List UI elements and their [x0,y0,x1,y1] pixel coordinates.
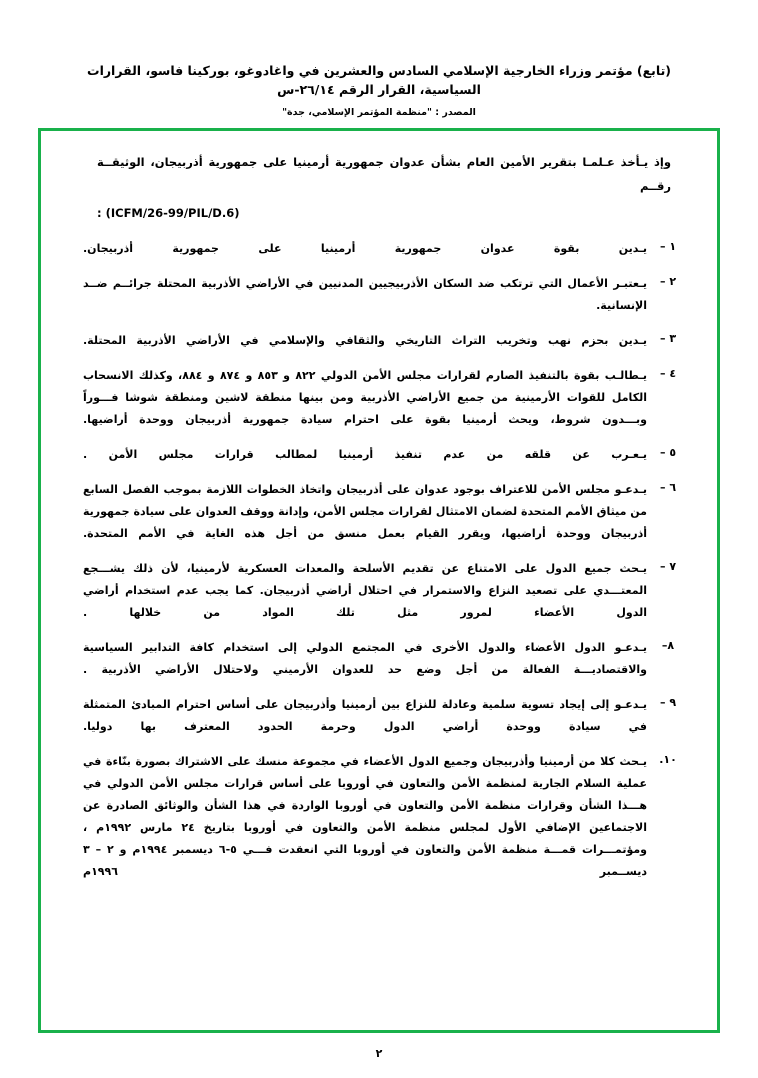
clause-list [69,238,689,883]
clause-text [69,751,647,883]
clause-item [69,330,689,352]
clause-item [69,751,689,883]
clause-item [69,637,689,681]
clause-verb: يـحث [619,754,647,768]
clause-number: ٦ – [659,480,677,494]
clause-number: ٨– [661,638,675,652]
clause-body-text: كلا من أرمينيا وأذربيجان وجميع الدول الأعضاء في مجموعة منسك على الاشتراك بصورة بنّاءة في عملية السلام الجارية لمنظمة الأمن والتعاون في أوروبا على أساس قرارات مجلس الأمن الدولي في هـــذا الشأن وقرارات منظمة الأمن والتعاون في أوروبا الواردة في هذا الشأن والوثائق الصادرة عن الاجتماعين الإضافي الأول لمجلس منظمة الأمن والتعاون في أوروبا بتاريخ ٢٤ مارس ١٩٩٢م ، ومؤتمـــرات قمـــة منظمة الأمن والتعاون في أوروبا التي انعقدت فـــي ٥-٦ ديسمبر ١٩٩٤م و ٢ – ٣ ديســمبر ١٩٩٦م [83,754,648,878]
clause-number: ٣ – [659,331,677,345]
intro-text: بتقرير الأمين العام بشأن عدوان جمهورية أرمينيا على جمهورية أذربيجان، الوثيقــة رقــم [97,155,671,193]
clause-text [69,273,647,317]
clause-body-text: إلى إيجاد تسوية سلمية وعادلة للنزاع بين أرمينيا وأذربيجان على أساس احترام المبادئ المتمثلة في سيادة ووحدة أراضي الدول وحرمة الحدود المعترف بها دوليا. [83,697,647,733]
page-footer [0,1047,758,1060]
intro-reference: : (ICFM/26-99/PIL/D.6) [97,206,240,221]
clause-number: ١٠. [659,752,677,766]
clause-text [69,330,647,352]
clause-body-text: بقوة بالتنفيذ الصارم لقرارات مجلس الأمن الدولي ٨٢٢ و ٨٥٣ و ٨٧٤ و ٨٨٤، وكذلك الانسحاب الكامل للقوات الأرمينية من جميع الأراضي الأذربية ومن بينها منطقة لاشين ومنطقة شوشا فـــوراً وبـــدون شروط، ويحث أرمينيا بقوة على احترام سيادة جمهورية أذربيجان ووحدة أراضيها. [83,368,647,426]
clause-body-text: الدول الأعضاء والدول الأخرى في المجتمع الدولي إلى استخدام كافة التدابير السياسية والاقتصاديـــة الفعالة من أجل وضع حد للعدوان الأرميني ولاحتلال الأراضي الأذربية . [83,640,647,676]
clause-item [69,238,689,260]
clause-verb: يـعتبـر [613,276,647,290]
intro-paragraph [97,151,671,198]
clause-body-text: عن قلقه من عدم تنفيذ أرمينيا لمطالب قرارات مجلس الأمن . [83,447,612,461]
clause-verb: يـدعـو [614,697,647,711]
clause-item [69,558,689,624]
clause-body-text: بحزم نهب وتخريب التراث التاريخي والثقافي والإسلامي في الأراضي الأذربية المحتلة. [83,333,619,347]
clause-number: ٥ – [659,445,677,459]
clause-item [69,273,689,317]
clause-text [69,238,647,260]
clause-text [69,444,647,466]
clause-verb: يـدعـو [614,640,647,654]
clause-item [69,365,689,431]
clause-verb: يـطالـب [604,368,648,382]
header-title: (تابع) مؤتمر وزراء الخارجية الإسلامي السادس والعشرين في واغادوغو، بوركينا فاسو، القرارات السياسية، القرار الرقم ٢٦/١٤-س [87,63,671,97]
page-number: ٢ [375,1047,383,1060]
clause-verb: يـدين [618,241,647,255]
header-source: المصدر : "منظمة المؤتمر الإسلامي، جدة" [282,106,476,118]
clause-verb: يـحث [619,561,647,575]
clause-verb: يـعـرب [611,447,647,461]
document-content [69,151,689,1020]
clause-number: ٢ – [659,274,677,288]
clause-text [69,479,647,545]
clause-text [69,694,647,738]
clause-body-text: الأعمال التي ترتكب ضد السكان الأذربيجيين المدنيين في الأراضي الأذربية المحتلة جرائــم ضــد الإنسانية. [83,276,647,312]
clause-verb: يـدعـو [614,482,647,496]
clause-number: ٧ – [659,559,677,573]
clause-body-text: بقوة عدوان جمهورية أرمينيا على جمهورية أذربيجان. [83,241,619,255]
clause-text [69,558,647,624]
clause-text [69,637,647,681]
clause-verb: يـدين [618,333,647,347]
clause-item [69,479,689,545]
document-header [60,62,698,118]
clause-number: ٤ – [659,366,677,380]
clause-number: ٩ – [659,695,677,709]
clause-body-text: جميع الدول على الامتناع عن تقديم الأسلحة والمعدات العسكرية لأرمينيا، لأن ذلك يشـــجع المعتـــدي على تصعيد النزاع والاستمرار في احتلال أراضي أذربيجان. كما يجب عدم استخدام أراضي الدول الأعضاء لمرور مثل تلك المواد من خلالها . [83,561,647,619]
clause-text [69,365,647,431]
clause-body-text: مجلس الأمن للاعتراف بوجود عدوان على أذربيجان واتخاذ الخطوات اللازمة بموجب الفصل السابع من ميثاق الأمم المتحدة لضمان الامتثال لقرارات مجلس الأمن، وإدانة ووقف العدوان على سيادة جمهورية أذربيجان ووحدة أراضيها، ويقرر القيام بعمل منسق من أجل هذه الغاية في الأمم المتحدة. [83,482,647,540]
clause-number: ١ – [659,239,677,253]
intro-lead: وإذ يـأخذ عـلمـا [582,155,672,169]
clause-item [69,694,689,738]
clause-item [69,444,689,466]
content-frame [38,128,720,1033]
